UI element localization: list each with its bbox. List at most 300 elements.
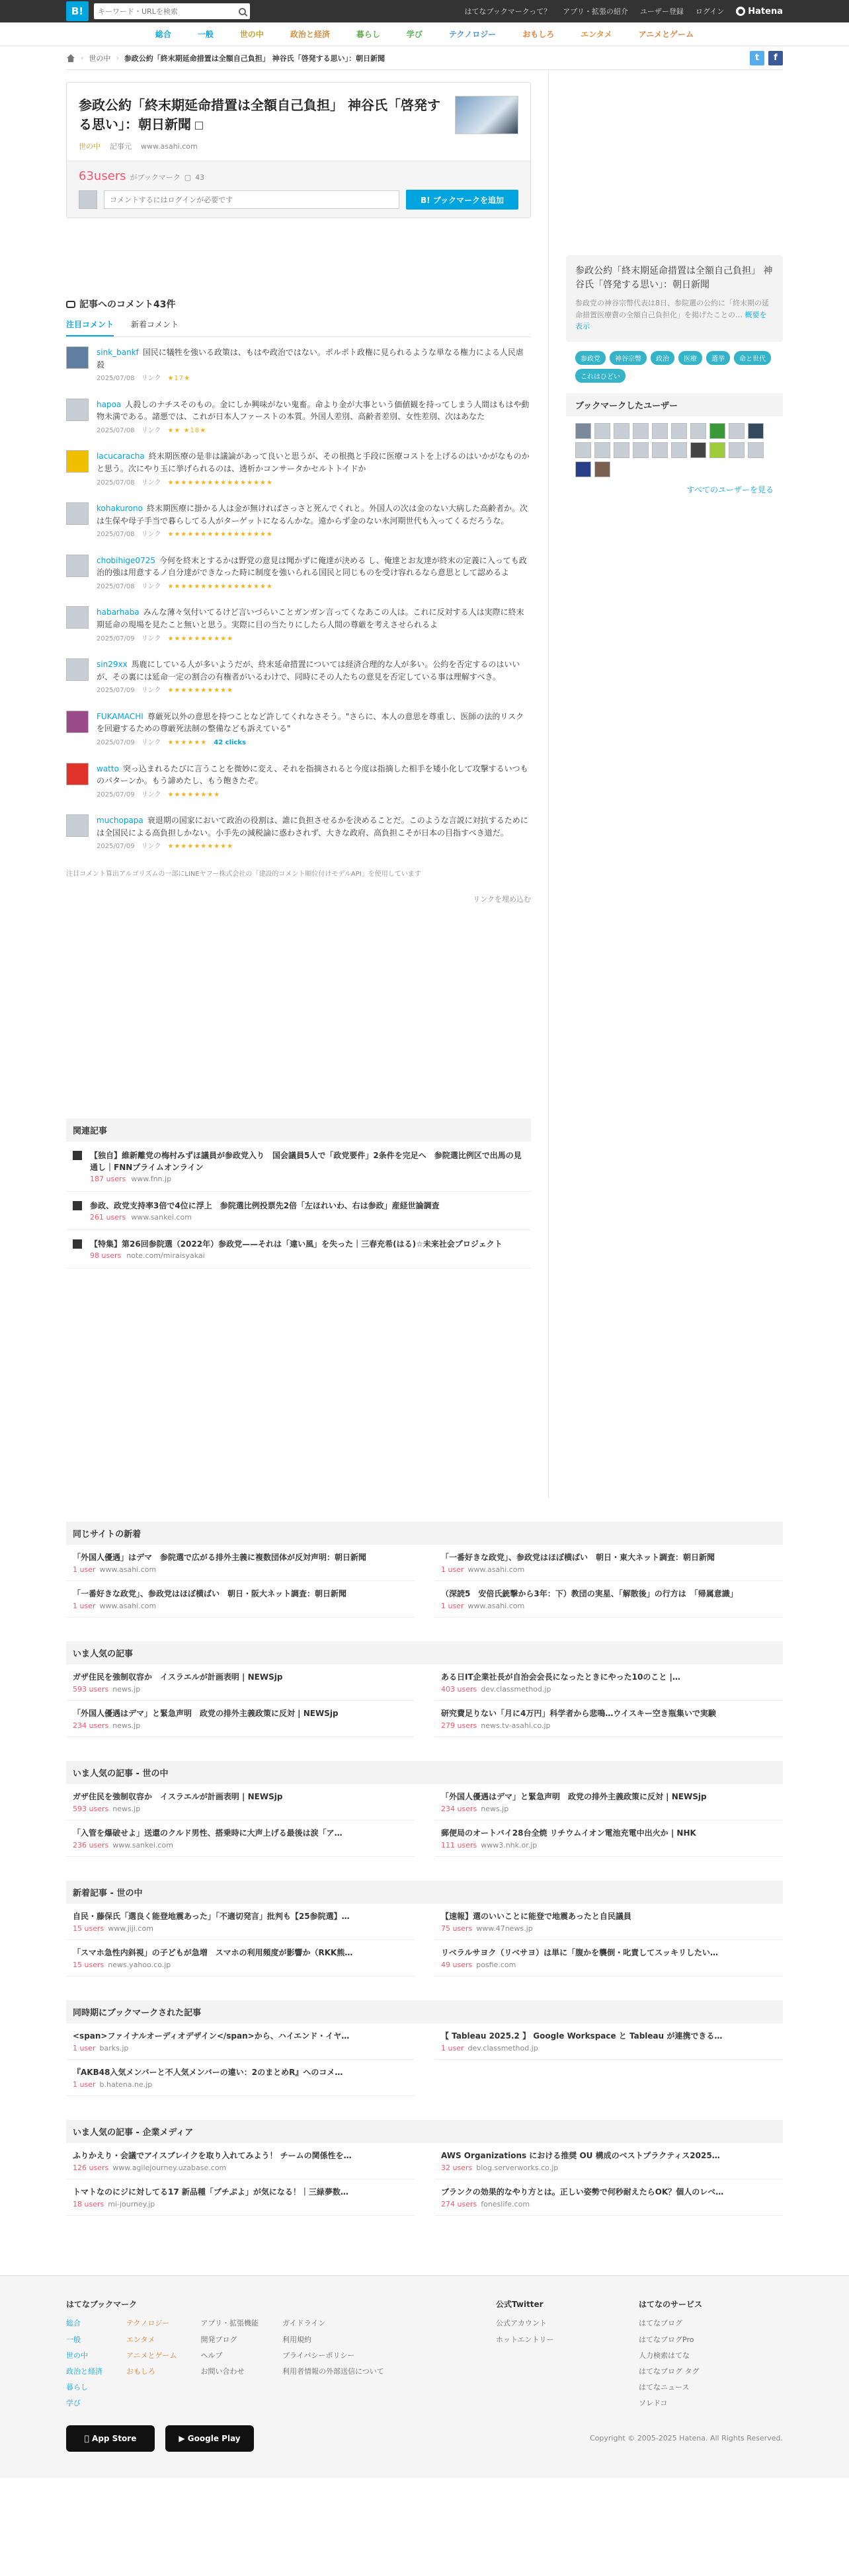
article-title[interactable]: 【速報】選のいいことに能登で地震あったと自民議員 bbox=[441, 1912, 631, 1921]
article-domain[interactable]: mi-journey.jp bbox=[108, 2200, 155, 2208]
commenter-avatar[interactable] bbox=[66, 502, 89, 525]
bookmark-user-avatar[interactable] bbox=[633, 423, 649, 439]
article-user-count[interactable]: 1 user bbox=[441, 1565, 464, 1574]
site-favicon-icon bbox=[73, 1151, 82, 1160]
comment-clicks[interactable]: 42 clicks bbox=[214, 739, 246, 746]
comment-date[interactable]: 2025/07/08 bbox=[97, 479, 135, 487]
article-domain[interactable]: foneslife.com bbox=[481, 2200, 530, 2208]
top-bar bbox=[0, 0, 849, 22]
entry-domain[interactable]: www.asahi.com bbox=[141, 141, 198, 151]
article-item[interactable] bbox=[66, 2143, 415, 2179]
comment-note: 注目コメント算出アルゴリズムの一部にLINEヤフー株式会社の「建設的コメント順位付けモデルAPI」を使用しています bbox=[66, 870, 421, 878]
article-item[interactable] bbox=[66, 1904, 415, 1940]
commenter-name[interactable]: FUKAMACHI bbox=[97, 711, 143, 721]
login-link[interactable]: ログイン bbox=[695, 7, 725, 16]
related-item[interactable] bbox=[66, 1230, 531, 1268]
tab-new-comments[interactable]: 新着コメント bbox=[131, 320, 179, 329]
share-buttons bbox=[750, 51, 783, 65]
article-user-count[interactable]: 1 user bbox=[73, 1565, 96, 1574]
related-user-count[interactable]: 187 users bbox=[90, 1174, 126, 1183]
cat-all[interactable]: 総合 bbox=[155, 30, 171, 39]
article-domain[interactable]: blog.serverworks.co.jp bbox=[476, 2164, 559, 2172]
article-title[interactable]: 自民・藤保氏「選良く能登地震あった」「不適切発言」批判も【25参院選】… bbox=[73, 1912, 350, 1921]
section-same-site bbox=[66, 1522, 783, 1618]
footer-link[interactable]: アニメとゲーム bbox=[126, 2351, 177, 2360]
article-domain[interactable]: news.jp bbox=[112, 1805, 141, 1813]
footer-link[interactable]: はてなニュース bbox=[639, 2383, 690, 2392]
footer-link[interactable]: ヘルプ bbox=[200, 2351, 223, 2360]
comment-stars[interactable]: ★17★ bbox=[167, 375, 191, 383]
article-domain[interactable]: news.jp bbox=[112, 1685, 141, 1694]
comment-link[interactable]: リンク bbox=[141, 426, 161, 434]
commenter-avatar[interactable] bbox=[66, 763, 89, 785]
footer-link[interactable]: プライバシーポリシー bbox=[282, 2351, 355, 2360]
article-domain[interactable]: news.jp bbox=[112, 1721, 141, 1730]
footer-link[interactable]: お問い合わせ bbox=[200, 2366, 245, 2376]
article-item[interactable] bbox=[434, 1545, 783, 1581]
bookmark-user-avatar[interactable] bbox=[575, 461, 591, 477]
comment-date[interactable]: 2025/07/09 bbox=[97, 739, 135, 746]
commenter-name[interactable]: hapoa bbox=[97, 399, 122, 409]
related-user-count[interactable]: 98 users bbox=[90, 1251, 122, 1260]
article-user-count[interactable]: 593 users bbox=[73, 1685, 109, 1694]
commenter-avatar[interactable] bbox=[66, 450, 89, 473]
related-domain[interactable]: www.fnn.jp bbox=[131, 1174, 172, 1183]
article-user-count[interactable]: 32 users bbox=[441, 2164, 473, 2172]
bookmark-user-avatar[interactable] bbox=[633, 442, 649, 458]
search-box[interactable] bbox=[94, 3, 250, 19]
section-title: 同時期にブックマークされた記事 bbox=[66, 2000, 783, 2023]
commenter-avatar[interactable] bbox=[66, 814, 89, 837]
article-domain[interactable]: b.hatena.ne.jp bbox=[99, 2080, 153, 2089]
site-favicon-icon bbox=[73, 1201, 82, 1210]
entry-thumbnail[interactable] bbox=[455, 96, 518, 134]
article-title[interactable]: 郵便局のオートバイ28台全焼 リチウムイオン電池充電中出火か | NHK bbox=[441, 1828, 696, 1838]
commenter-name[interactable]: habarhaba bbox=[97, 607, 140, 617]
commenter-name[interactable]: chobihige0725 bbox=[97, 555, 155, 565]
article-item[interactable] bbox=[434, 2143, 783, 2179]
comment-stars[interactable]: ★★★★★★★★ bbox=[167, 791, 221, 799]
related-title-text[interactable]: 【特集】第26回参院選（2022年）参政党——それは「違い風」を失った｜三春充希(はる)☆未来社会プロジェクト bbox=[90, 1239, 503, 1249]
footer-link[interactable]: 開発ブログ bbox=[200, 2335, 237, 2344]
tag-chip[interactable]: 政治 bbox=[651, 351, 674, 365]
article-user-count[interactable]: 1 user bbox=[73, 1602, 96, 1610]
footer-twitter-title: 公式Twitter bbox=[496, 2300, 544, 2309]
comment-link[interactable]: リンク bbox=[141, 582, 161, 590]
entry-title[interactable] bbox=[79, 96, 449, 134]
section-grid bbox=[66, 2143, 783, 2216]
sidebar-title[interactable]: 参政公約「終末期延命措置は全額自己負担」 神谷氏「啓発する思い」：朝日新聞 bbox=[575, 266, 773, 290]
footer-link-column bbox=[66, 2316, 102, 2411]
article-item[interactable] bbox=[66, 2023, 415, 2060]
article-user-count[interactable]: 1 user bbox=[73, 2044, 96, 2052]
comment-link[interactable]: リンク bbox=[141, 843, 161, 851]
users-line bbox=[79, 169, 518, 183]
comment-date[interactable]: 2025/07/09 bbox=[97, 843, 135, 851]
article-title[interactable]: 研究費足りない「月に4万円」科学者から悲鳴…ウイスキー空き瓶集いで実験 bbox=[441, 1709, 716, 1718]
article-domain[interactable]: dev.classmethod.jp bbox=[467, 2044, 538, 2052]
article-title[interactable]: （深読5 安倍氏銃撃から3年：下）教団の実星、「解散後」の行方は 「帰属意識」 bbox=[441, 1589, 738, 1598]
article-item[interactable] bbox=[66, 1784, 415, 1820]
tag-chip[interactable]: 神谷宗幣 bbox=[610, 351, 647, 365]
twitter-share-icon[interactable]: t bbox=[750, 51, 764, 65]
footer-link[interactable]: 人力検索はてな bbox=[639, 2351, 690, 2360]
bookmark-user-avatar[interactable] bbox=[575, 442, 591, 458]
article-meta bbox=[441, 1602, 776, 1610]
article-title[interactable]: 「一番好きな政党」、参政党はほぼ横ばい 朝日・東大ネット調査：朝日新聞 bbox=[441, 1553, 715, 1562]
section-title: いま人気の記事 bbox=[66, 1641, 783, 1664]
article-domain[interactable]: www.agilejourney.uzabase.com bbox=[112, 2164, 227, 2172]
article-meta bbox=[73, 2164, 408, 2172]
comment-link[interactable]: リンク bbox=[141, 635, 161, 643]
footer-link-column bbox=[282, 2316, 384, 2411]
commenter-name[interactable]: kohakurono bbox=[97, 504, 143, 514]
article-title[interactable]: ガザ住民を強制収容か イスラエルが計画表明 | NEWSjp bbox=[73, 1792, 283, 1801]
footer-link[interactable]: はてなブログ タグ bbox=[639, 2366, 700, 2376]
tag-chip[interactable]: 医療 bbox=[678, 351, 702, 365]
about-link[interactable]: はてなブックマークって？ bbox=[464, 7, 551, 16]
commenter-name[interactable]: watto bbox=[97, 763, 119, 773]
footer-link[interactable]: ソレドコ bbox=[639, 2399, 668, 2408]
article-user-count[interactable]: 15 users bbox=[73, 1961, 104, 1969]
comment-item bbox=[66, 597, 531, 649]
breadcrumb-separator: › bbox=[81, 54, 84, 62]
footer-link[interactable]: 暮らし bbox=[66, 2383, 88, 2392]
bookmark-user-avatar[interactable] bbox=[671, 442, 687, 458]
bookmark-user-avatar[interactable] bbox=[594, 442, 610, 458]
comment-stars[interactable]: ★★★★★★★★★★ bbox=[167, 635, 234, 643]
article-meta bbox=[73, 2200, 408, 2208]
article-domain[interactable]: barks.jp bbox=[99, 2044, 129, 2052]
comment-link[interactable]: リンク bbox=[141, 531, 161, 539]
sidebar-desc-text: 参政党の神谷宗幣代表は8日、参院選の公約に「終末期の延命措置医療費の全額自己負担化」を掲げたことの… bbox=[575, 299, 769, 319]
article-title[interactable]: 「外国人優遇」はデマ 参院選で広がる排外主義に複数団体が反対声明：朝日新聞 bbox=[73, 1553, 367, 1562]
comment-date[interactable]: 2025/07/09 bbox=[97, 635, 135, 643]
footer-link[interactable]: ガイドライン bbox=[282, 2319, 326, 2328]
article-title[interactable]: 「外国人優遇はデマ」と緊急声明 政党の排外主義政策に反対 | NEWSjp bbox=[73, 1709, 339, 1718]
article-item[interactable] bbox=[66, 1664, 415, 1701]
comment-text: 終末期医療の是非は議論があって良いと思うが、その根拠と手段に医療コストを上げるのはいかがなものかと思う。次にやり玉に挙げられるのは、透析かコンサータかセルトトイドか bbox=[97, 451, 530, 473]
footer-link[interactable]: 利用規約 bbox=[282, 2335, 312, 2344]
article-title[interactable]: 「一番好きな政党」、参政党はほぼ横ばい 朝日・阪大ネット調査：朝日新聞 bbox=[73, 1589, 347, 1598]
comment-input[interactable] bbox=[104, 190, 399, 209]
article-domain[interactable]: dev.classmethod.jp bbox=[481, 1685, 551, 1694]
hatena-bookmark-logo[interactable]: B! bbox=[66, 1, 89, 21]
footer-link[interactable]: はてなブログPro bbox=[639, 2335, 694, 2344]
footer-link[interactable]: 政治と経済 bbox=[66, 2366, 102, 2376]
comment-stars[interactable]: ★★★★★★★★★★ bbox=[167, 687, 234, 695]
related-user-count[interactable]: 261 users bbox=[90, 1212, 126, 1222]
comment-link[interactable]: リンク bbox=[141, 791, 161, 799]
article-domain[interactable]: news.tv-asahi.co.jp bbox=[481, 1721, 551, 1730]
article-item[interactable] bbox=[434, 1664, 783, 1701]
article-user-count[interactable]: 279 users bbox=[441, 1721, 477, 1730]
article-domain[interactable]: www.47news.jp bbox=[476, 1924, 533, 1933]
article-item[interactable] bbox=[66, 1820, 415, 1857]
article-domain[interactable]: www.jiji.com bbox=[108, 1924, 153, 1933]
article-domain[interactable]: www.sankei.com bbox=[112, 1841, 173, 1850]
article-item[interactable] bbox=[66, 2060, 415, 2096]
signup-link[interactable]: ユーザー登録 bbox=[639, 7, 684, 16]
commenter-name[interactable]: muchopapa bbox=[97, 816, 143, 826]
commenter-avatar[interactable] bbox=[66, 658, 89, 681]
tag-chip[interactable]: 選挙 bbox=[706, 351, 730, 365]
footer-link[interactable]: はてなブログ bbox=[639, 2319, 682, 2328]
footer-link[interactable]: 世の中 bbox=[66, 2351, 88, 2360]
related-item[interactable] bbox=[66, 1192, 531, 1230]
tab-popular-comments[interactable]: 注目コメント bbox=[66, 319, 114, 336]
copyright: Copyright © 2005-2025 Hatena. All Rights Reserved. bbox=[589, 2434, 783, 2443]
article-domain[interactable]: www.asahi.com bbox=[99, 1565, 157, 1574]
article-user-count[interactable]: 126 users bbox=[73, 2164, 109, 2172]
article-item[interactable] bbox=[434, 1784, 783, 1820]
comment-date[interactable]: 2025/07/08 bbox=[97, 582, 135, 590]
bookmark-user-avatar[interactable] bbox=[671, 423, 687, 439]
related-title-text[interactable]: 参政、政党支持率3倍で4位に浮上 参院選比例投票先2倍「左ほれいわ、右は参政」産経世論調査 bbox=[90, 1200, 440, 1210]
breadcrumb-category[interactable]: 世の中 bbox=[89, 54, 111, 63]
users-suffix: がブックマーク bbox=[130, 173, 181, 182]
article-meta bbox=[73, 1961, 408, 1969]
cat-politics[interactable]: 政治と経済 bbox=[290, 30, 330, 39]
bookmark-user-avatar[interactable] bbox=[690, 423, 706, 439]
footer-link[interactable]: 一般 bbox=[66, 2335, 81, 2344]
article-user-count[interactable]: 111 users bbox=[441, 1841, 477, 1850]
comment-count: 43 bbox=[195, 173, 205, 182]
related-users bbox=[90, 1175, 524, 1183]
article-title[interactable]: 「外国人優遇はデマ」と緊急声明 政党の排外主義政策に反対 | NEWSjp bbox=[441, 1792, 707, 1801]
article-title[interactable]: ガザ住民を強制収容か イスラエルが計画表明 | NEWSjp bbox=[73, 1672, 283, 1682]
cat-world[interactable]: 世の中 bbox=[239, 30, 264, 39]
apps-link[interactable]: アプリ・拡張の紹介 bbox=[563, 7, 628, 16]
article-title[interactable]: ある日IT企業社長が自治会会長になったときにやった10のこと |… bbox=[441, 1672, 680, 1682]
article-item[interactable] bbox=[66, 1581, 415, 1618]
article-domain[interactable]: news.jp bbox=[481, 1805, 509, 1813]
bookmark-user-avatar[interactable] bbox=[594, 461, 610, 477]
footer-link[interactable]: ホットエントリー bbox=[496, 2335, 554, 2344]
add-bookmark-button[interactable]: B! ブックマークを追加 bbox=[406, 190, 518, 210]
article-meta bbox=[73, 1721, 408, 1730]
article-domain[interactable]: news.yahoo.co.jp bbox=[108, 1961, 171, 1969]
tag-chip[interactable]: 参政党 bbox=[575, 351, 606, 365]
google-play-badge[interactable] bbox=[165, 2425, 254, 2452]
footer-link[interactable]: 総合 bbox=[66, 2319, 81, 2328]
tag-chip[interactable]: 命と世代 bbox=[734, 351, 771, 365]
cat-fun[interactable]: おもしろ bbox=[522, 30, 555, 39]
related-domain[interactable]: note.com/miraisyakai bbox=[126, 1251, 205, 1260]
bookmark-user-avatar[interactable] bbox=[748, 442, 764, 458]
article-user-count[interactable]: 1 user bbox=[441, 2044, 464, 2052]
app-store-badge[interactable] bbox=[66, 2425, 155, 2452]
article-title[interactable]: 【 Tableau 2025.2 】 Google Workspace と Tableau が連携できる… bbox=[441, 2031, 723, 2041]
bookmark-user-avatar[interactable] bbox=[690, 442, 706, 458]
related-title: 関連記事 bbox=[66, 1118, 531, 1142]
section-grid bbox=[66, 1545, 783, 1618]
comment-stars[interactable]: ★★★★★★★★★★ bbox=[167, 843, 234, 851]
cat-general[interactable]: 一般 bbox=[197, 30, 214, 39]
article-user-count[interactable]: 15 users bbox=[73, 1924, 104, 1933]
comment-stars[interactable]: ★★★★★★★★★★★★★★★★ bbox=[167, 479, 273, 487]
article-title[interactable]: リベラルサヨク（リベサヨ）は単に「腹かを襲倒・叱責してスッキリしたい… bbox=[441, 1948, 719, 1957]
article-domain[interactable]: www.asahi.com bbox=[467, 1565, 525, 1574]
bookmark-user-avatar[interactable] bbox=[652, 423, 668, 439]
article-user-count[interactable]: 18 users bbox=[73, 2200, 104, 2208]
section-grid bbox=[66, 1904, 783, 1976]
comment-body bbox=[97, 606, 531, 644]
footer-link[interactable]: 公式アカウント bbox=[496, 2319, 547, 2328]
article-item[interactable] bbox=[66, 2179, 415, 2216]
article-user-count[interactable]: 403 users bbox=[441, 1685, 477, 1694]
article-user-count[interactable]: 274 users bbox=[441, 2200, 477, 2208]
footer-link[interactable]: アプリ・拡張機能 bbox=[200, 2319, 259, 2328]
commenter-name[interactable]: lacucaracha bbox=[97, 451, 145, 461]
entry-title-text[interactable]: 参政公約「終末期延命措置は全額自己負担」 神谷氏「啓発する思い」：朝日新聞 bbox=[79, 97, 440, 132]
bookmark-user-avatar[interactable] bbox=[729, 442, 745, 458]
bookmark-user-count[interactable]: 63users bbox=[79, 169, 126, 183]
bookmark-user-avatar[interactable] bbox=[575, 423, 591, 439]
commenter-avatar[interactable] bbox=[66, 399, 89, 421]
cat-it[interactable]: テクノロジー bbox=[448, 30, 497, 39]
external-link-icon[interactable] bbox=[195, 122, 203, 130]
footer-services-title: はてなのサービス bbox=[639, 2300, 703, 2309]
article-item[interactable] bbox=[434, 1940, 783, 1976]
bookmark-user-avatar[interactable] bbox=[594, 423, 610, 439]
cat-entertainment[interactable]: エンタメ bbox=[581, 30, 612, 39]
comment-date[interactable]: 2025/07/08 bbox=[97, 531, 135, 539]
article-item[interactable] bbox=[66, 1940, 415, 1976]
comment-text: 尊厳死以外の意思を持つことなど許してくれなさそう。"さらに、本人の意思を尊重し、医師の法的リスクを回避するための尊厳死法制の整備なども訴えている" bbox=[97, 711, 524, 734]
article-title[interactable]: 「スマホ急性内斜視」の子どもが急増 スマホの利用頻度が影響か（RKK熊… bbox=[73, 1948, 353, 1957]
section-grid bbox=[66, 2023, 783, 2096]
footer-link[interactable]: エンタメ bbox=[126, 2335, 155, 2344]
related-item[interactable] bbox=[66, 1142, 531, 1192]
article-item[interactable] bbox=[434, 2179, 783, 2216]
comment-stars[interactable]: ★★★★★★ bbox=[167, 739, 208, 746]
article-domain[interactable]: www.asahi.com bbox=[467, 1602, 525, 1610]
related-domain[interactable]: www.sankei.com bbox=[131, 1212, 192, 1222]
bookmark-user-avatar[interactable] bbox=[729, 423, 745, 439]
article-item[interactable] bbox=[66, 1545, 415, 1581]
commenter-avatar[interactable] bbox=[66, 346, 89, 369]
article-item[interactable] bbox=[434, 1904, 783, 1940]
article-user-count[interactable]: 593 users bbox=[73, 1805, 109, 1813]
hatena-brand[interactable] bbox=[736, 7, 783, 17]
commenter-avatar[interactable] bbox=[66, 711, 89, 733]
article-title[interactable]: <span>ファイナルオーディオデザイン</span>から、ハイエンド・イヤ… bbox=[73, 2031, 350, 2041]
article-item[interactable] bbox=[66, 1701, 415, 1737]
article-meta bbox=[73, 1685, 408, 1694]
article-domain[interactable]: posfie.com bbox=[476, 1961, 516, 1969]
section-title: 同じサイトの新着 bbox=[66, 1522, 783, 1545]
article-user-count[interactable]: 75 users bbox=[441, 1924, 473, 1933]
entry-meta bbox=[79, 141, 449, 151]
comment-link[interactable]: リンク bbox=[141, 479, 161, 487]
cat-knowledge[interactable]: 学び bbox=[406, 30, 423, 39]
footer-link[interactable]: 利用者情報の外部送信について bbox=[282, 2366, 384, 2376]
bookmark-user-avatar[interactable] bbox=[652, 442, 668, 458]
search-icon[interactable] bbox=[239, 8, 246, 15]
comment-date[interactable]: 2025/07/08 bbox=[97, 375, 135, 383]
footer-link[interactable]: 学び bbox=[66, 2399, 81, 2408]
commenter-name[interactable]: sin29xx bbox=[97, 660, 128, 670]
article-user-count[interactable]: 234 users bbox=[73, 1721, 109, 1730]
article-item[interactable] bbox=[434, 1820, 783, 1857]
all-users-link[interactable]: すべてのユーザーを見る bbox=[686, 485, 774, 494]
comment-date[interactable]: 2025/07/08 bbox=[97, 426, 135, 434]
comment-stars[interactable]: ★★★★★★★★★★★★★★★★ bbox=[167, 582, 273, 590]
google-play-label: Google Play bbox=[187, 2433, 241, 2443]
entry-category[interactable]: 世の中 bbox=[79, 142, 101, 151]
embed-link[interactable]: リンクを埋め込む bbox=[473, 894, 531, 904]
article-title[interactable]: AWS Organizations における推奨 OU 構成のベストプラクティス2025… bbox=[441, 2151, 720, 2160]
tag-chip[interactable]: これはひどい bbox=[575, 369, 626, 383]
comment-body bbox=[97, 711, 531, 748]
comment-body bbox=[97, 555, 531, 592]
comment-info bbox=[97, 685, 531, 696]
search-input[interactable] bbox=[98, 7, 239, 16]
comment-stars[interactable]: ★★ ★18★ bbox=[167, 426, 207, 434]
comment-info bbox=[97, 738, 531, 748]
related-title-text[interactable]: 【独自】維新離党の梅村みずほ議員が参政党入り 国会議員5人で「政党要件」2条件を完足へ 参院選比例区で出馬の見通し｜FNNプライムオンライン bbox=[90, 1150, 522, 1172]
comment-link[interactable]: リンク bbox=[141, 739, 161, 746]
article-user-count[interactable]: 49 users bbox=[441, 1961, 473, 1969]
home-icon[interactable] bbox=[66, 54, 75, 62]
article-user-count[interactable]: 234 users bbox=[441, 1805, 477, 1813]
comment-date[interactable]: 2025/07/09 bbox=[97, 687, 135, 695]
article-meta bbox=[73, 1805, 408, 1813]
commenter-avatar[interactable] bbox=[66, 555, 89, 577]
comment-icon: ▢ bbox=[184, 173, 192, 182]
article-title[interactable]: ブランクの効果的なやり方とは。正しい姿勢で何秒耐えたらOK？個人のレベ… bbox=[441, 2187, 724, 2197]
article-title[interactable]: ふりかえり・会議でアイスブレイクを取り入れてみよう！ チームの関係性を… bbox=[73, 2151, 352, 2160]
article-title[interactable]: 『AKB48入気メンバーと不人気メンバーの違い：2のまとめR』へのコメ… bbox=[73, 2068, 343, 2077]
article-title[interactable]: トマトなのにジに対してる17 新品種「プチぷよ」が気になる！｜三緑夢数… bbox=[73, 2187, 348, 2197]
article-title[interactable]: 「入管を爆破せよ」送還のクルド男性、搭乗時に大声上げる最後は涙「ア… bbox=[73, 1828, 343, 1838]
bookmark-user-avatar[interactable] bbox=[614, 423, 629, 439]
article-meta bbox=[441, 1841, 776, 1850]
bookmark-user-avatar[interactable] bbox=[709, 442, 725, 458]
article-item[interactable] bbox=[434, 2023, 783, 2060]
comment-link[interactable]: リンク bbox=[141, 687, 161, 695]
article-user-count[interactable]: 1 user bbox=[73, 2080, 96, 2089]
comment-link[interactable]: リンク bbox=[141, 375, 161, 383]
section-new-world bbox=[66, 1881, 783, 1976]
comment-item bbox=[66, 754, 531, 806]
comment-text-line bbox=[97, 450, 531, 475]
cat-game[interactable]: アニメとゲーム bbox=[638, 30, 694, 39]
footer-link[interactable]: テクノロジー bbox=[126, 2319, 170, 2328]
article-item[interactable] bbox=[434, 1581, 783, 1618]
cat-life[interactable]: 暮らし bbox=[356, 30, 380, 39]
facebook-share-icon[interactable]: f bbox=[768, 51, 783, 65]
show-summary-link[interactable]: 概要を表示 bbox=[575, 310, 767, 331]
footer-link[interactable]: おもしろ bbox=[126, 2366, 155, 2376]
comment-stars[interactable]: ★★★★★★★★★★★★★★★★ bbox=[167, 531, 273, 539]
bookmark-user-avatar[interactable] bbox=[614, 442, 629, 458]
comment-bubble-icon bbox=[66, 301, 75, 308]
bookmark-user-avatar[interactable] bbox=[748, 423, 764, 439]
article-user-count[interactable]: 1 user bbox=[441, 1602, 464, 1610]
article-item[interactable] bbox=[434, 1701, 783, 1737]
article-domain[interactable]: www3.nhk.or.jp bbox=[481, 1841, 538, 1850]
bookmark-user-avatar[interactable] bbox=[709, 423, 725, 439]
breadcrumb bbox=[66, 46, 783, 70]
commenter-avatar[interactable] bbox=[66, 606, 89, 629]
article-user-count[interactable]: 236 users bbox=[73, 1841, 109, 1850]
comment-date[interactable]: 2025/07/09 bbox=[97, 791, 135, 799]
commenter-name[interactable]: sink_bankf bbox=[97, 348, 139, 357]
article-domain[interactable]: www.asahi.com bbox=[99, 1602, 157, 1610]
comment-text: みんな薄々気付いてるけど言いづらいことガンガン言ってくなあこの人は。これに反対する人は実際に終末期延命の現場を見たこと無いと思う。実際に目の当たりにしたら人間の尊厳を考えさせられるよ bbox=[97, 607, 524, 630]
